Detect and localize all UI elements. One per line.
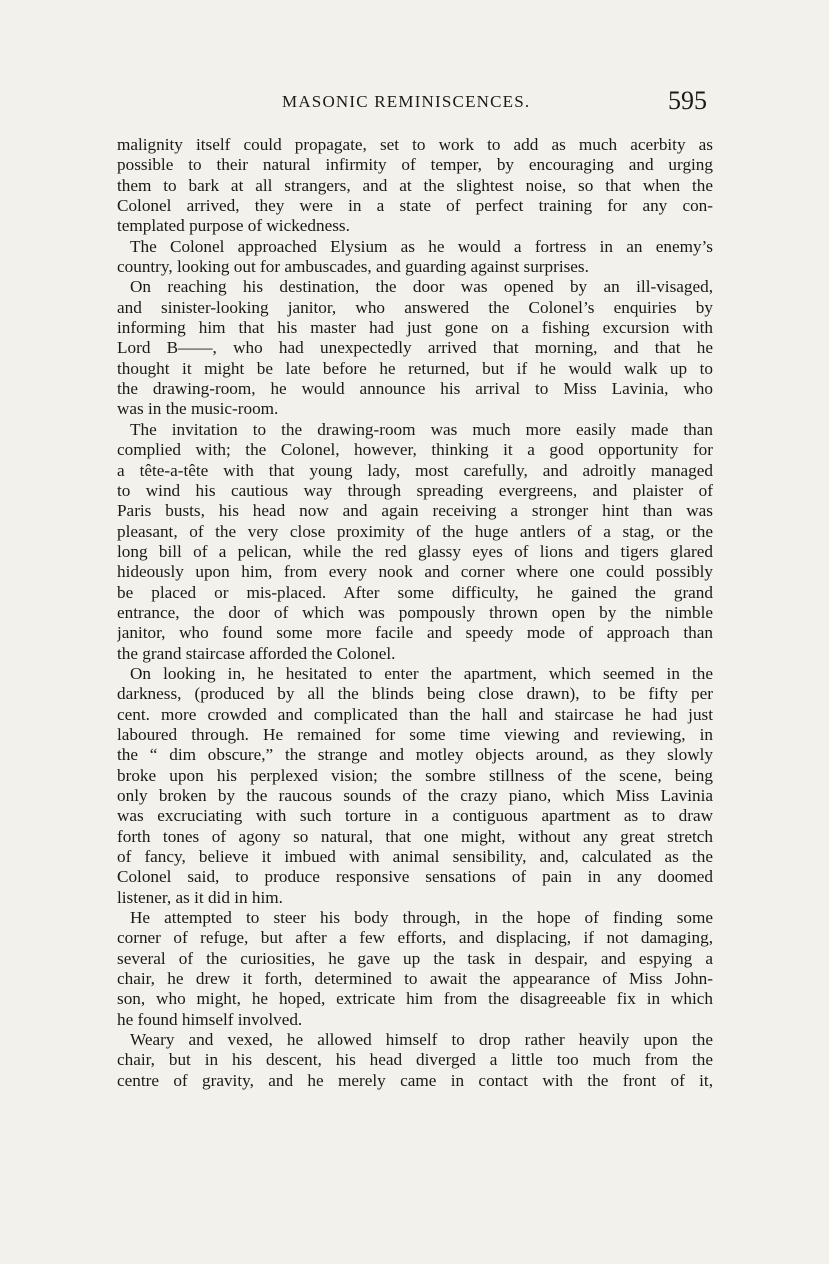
running-title: MASONIC REMINISCENCES. <box>282 92 531 111</box>
text-line: only broken by the raucous sounds of the crazy piano, which Miss Lavinia <box>117 786 713 805</box>
text-line: Weary and vexed, he allowed himself to drop rather heavily upon the <box>130 1030 713 1050</box>
text-line: son, who might, he hoped, extricate him from the disagreeable fix in which <box>117 989 713 1009</box>
text-line: The invitation to the drawing-room was much more easily made than <box>130 419 713 439</box>
text-line: corner of refuge, but after a few efforts, and displacing, if not damaging, <box>117 928 713 948</box>
text-line: janitor, who found some more facile and speedy mode of approach than <box>117 623 713 643</box>
text-line: and sinister-looking janitor, who answered the Colonel’s enquiries by <box>117 297 713 317</box>
text-line: he found himself involved. <box>117 1009 303 1029</box>
text-line: was excruciating with such torture in a contiguous apartment as to draw <box>117 806 713 826</box>
text-line: laboured through. He remained for some time viewing and reviewing, in <box>117 724 713 744</box>
text-line: complied with; the Colonel, however, thinking it a good opportunity for <box>117 440 713 460</box>
text-line: darkness, (produced by all the blinds being close drawn), to be fifty per <box>117 684 713 704</box>
text-line: the drawing-room, he would announce his arrival to Miss Lavinia, who <box>117 379 713 399</box>
text-line: forth tones of agony so natural, that one might, without any great stretch <box>117 826 713 846</box>
text-line: possible to their natural infirmity of temper, by encouraging and urging <box>117 155 713 175</box>
text-line: country, looking out for ambuscades, and guarding against surprises. <box>117 257 589 277</box>
running-head <box>117 88 713 122</box>
text-line: be placed or mis-placed. After some difficulty, he gained the grand <box>117 582 713 602</box>
text-line: broke upon his perplexed vision; the sombre stillness of the scene, being <box>117 765 713 785</box>
text-line: Paris busts, his head now and again receiving a stronger hint than was <box>117 501 713 521</box>
text-line: On reaching his destination, the door was opened by an ill-visaged, <box>130 277 713 297</box>
text-line: He attempted to steer his body through, in the hope of finding some <box>130 908 713 928</box>
text-line: hideously upon him, from every nook and corner where one could possibly <box>117 562 713 582</box>
text-line: Lord B——, who had unexpectedly arrived that morning, and that he <box>117 338 713 358</box>
text-line: chair, but in his descent, his head diverged a little too much from the <box>117 1050 713 1070</box>
text-line: listener, as it did in him. <box>117 887 283 907</box>
text-line: thought it might be late before he returned, but if he would walk up to <box>117 358 713 378</box>
text-line: informing him that his master had just gone on a fishing excursion with <box>117 318 713 338</box>
text-line: On looking in, he hesitated to enter the apartment, which seemed in the <box>130 663 713 683</box>
text-line: centre of gravity, and he merely came in contact with the front of it, <box>117 1070 713 1090</box>
body-text <box>117 135 713 1091</box>
text-line: entrance, the door of which was pompously thrown open by the nimble <box>117 602 713 622</box>
text-line: malignity itself could propagate, set to work to add as much acerbity as <box>117 135 713 154</box>
text-line: of fancy, believe it imbued with animal sensibility, and, calculated as the <box>117 847 713 867</box>
text-line: Colonel arrived, they were in a state of perfect training for any con- <box>117 196 713 216</box>
text-line: cent. more crowded and complicated than the hall and staircase he had just <box>117 704 713 724</box>
text-line: long bill of a pelican, while the red glassy eyes of lions and tigers glared <box>117 541 713 561</box>
text-line: a tête-a-tête with that young lady, most carefully, and adroitly managed <box>117 460 713 480</box>
text-line: Colonel said, to produce responsive sensations of pain in any doomed <box>117 867 713 887</box>
text-line: chair, he drew it forth, determined to await the appearance of Miss John- <box>117 969 713 989</box>
page-number: 595 <box>668 86 707 115</box>
text-line: The Colonel approached Elysium as he would a fortress in an enemy’s <box>130 236 713 256</box>
text-line: templated purpose of wickedness. <box>117 216 350 236</box>
text-line: several of the curiosities, he gave up the task in despair, and espying a <box>117 948 713 968</box>
text-line: the “ dim obscure,” the strange and motley objects around, as they slowly <box>117 745 713 765</box>
text-line: them to bark at all strangers, and at the slightest noise, so that when the <box>117 175 713 195</box>
text-line: the grand staircase afforded the Colonel. <box>117 643 396 663</box>
text-line: to wind his cautious way through spreading evergreens, and plaister of <box>117 480 713 500</box>
text-line: was in the music-room. <box>117 399 279 419</box>
text-line: pleasant, of the very close proximity of the huge antlers of a stag, or the <box>117 521 713 541</box>
